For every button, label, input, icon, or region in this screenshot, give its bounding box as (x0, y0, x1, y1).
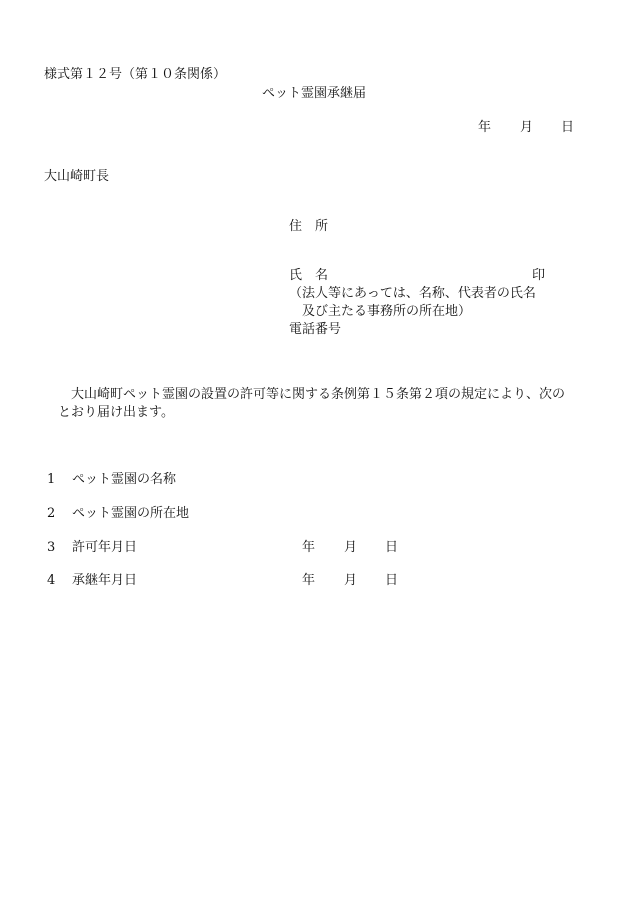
item-3-month: 月 (344, 540, 358, 555)
item-3-year: 年 (302, 540, 316, 555)
address-label: 住 所 (289, 219, 329, 234)
item-1-label: ペット霊園の名称 (72, 472, 177, 487)
item-2-label: ペット霊園の所在地 (72, 506, 190, 521)
body-text-line1: 大山崎町ペット霊園の設置の許可等に関する条例第１５条第２項の規定により、次の (71, 387, 566, 402)
date-month: 月 (520, 120, 534, 135)
applicant-note-line2: 及び主たる事務所の所在地） (302, 304, 472, 319)
phone-label: 電話番号 (289, 322, 342, 337)
item-4-year: 年 (302, 573, 316, 588)
item-3-day: 日 (385, 540, 399, 555)
item-4-day: 日 (385, 573, 399, 588)
date-year: 年 (478, 120, 492, 135)
item-4-number: 4 (47, 573, 56, 588)
item-2-number: 2 (47, 506, 56, 521)
date-day: 日 (561, 120, 575, 135)
form-number: 様式第１２号（第１０条関係） (44, 67, 227, 82)
item-3-label: 許可年月日 (72, 540, 138, 555)
item-4-label: 承継年月日 (72, 573, 138, 588)
name-label: 氏 名 (289, 268, 329, 283)
item-3-number: 3 (47, 540, 56, 555)
item-1-number: 1 (47, 472, 56, 487)
addressee: 大山崎町長 (44, 169, 110, 184)
form-title: ペット霊園承継届 (262, 86, 367, 101)
seal-mark: 印 (532, 268, 546, 283)
item-4-month: 月 (344, 573, 358, 588)
body-text-line2: とおり届け出ます。 (58, 405, 174, 420)
applicant-note-line1: （法人等にあっては、名称、代表者の氏名 (289, 286, 536, 301)
